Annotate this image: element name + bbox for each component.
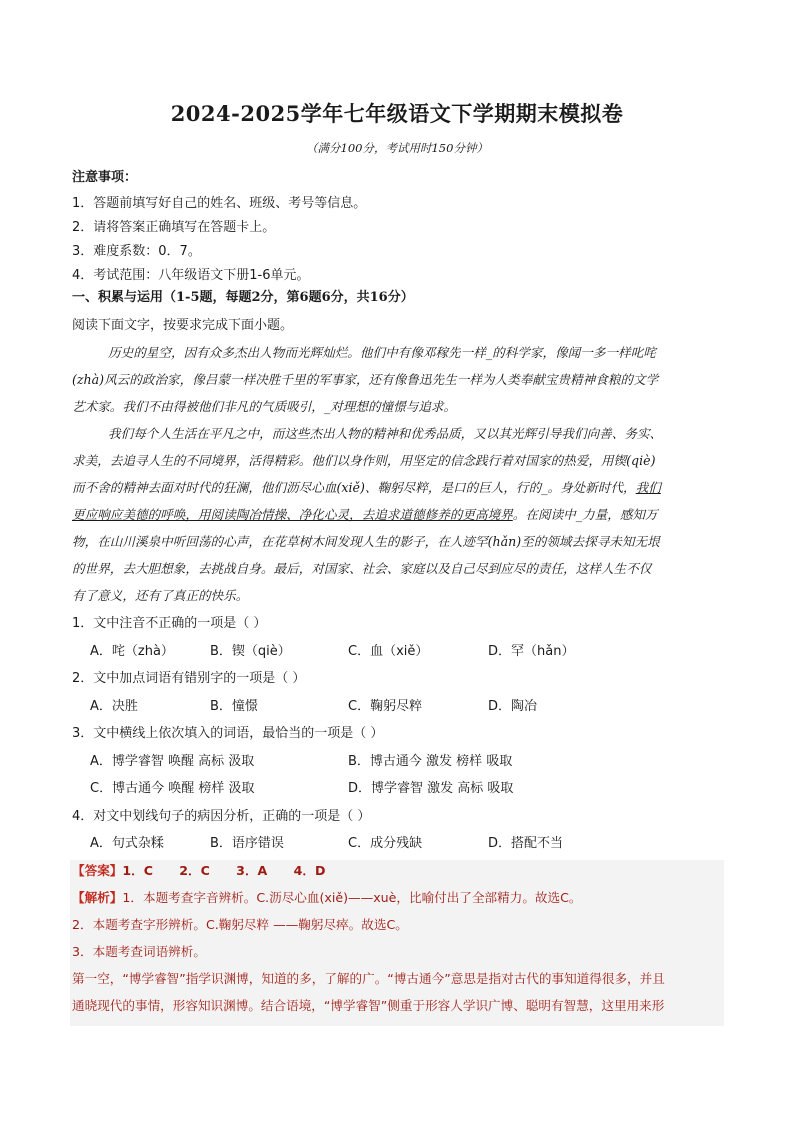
option-d: D．博学睿智 激发 高标 吸取 <box>348 781 514 796</box>
option-b: B．博古通今 激发 榜样 吸取 <box>348 754 513 769</box>
analysis-text: 1．本题考查字音辨析。C.沥尽心血(xiě)——xuè，比喻付出了全部精力。故选C。 <box>122 890 582 905</box>
question-stem: 4．对文中划线句子的病因分析，正确的一项是（ ） <box>72 809 371 824</box>
option-c: C．血（xiě） <box>348 644 429 659</box>
analysis-line: 通晓现代的事情，形容知识渊博。结合语境，“博学睿智”侧重于形容人学识广博、聪明有智慧，这里用来形 <box>72 998 665 1013</box>
analysis-line <box>72 889 582 907</box>
section-instruction: 阅读下面文字，按要求完成下面小题。 <box>72 318 294 333</box>
question-stem: 2．文中加点词语有错别字的一项是（ ） <box>72 671 306 686</box>
section-heading: 一、积累与运用（1-5题，每题2分，第6题6分，共16分） <box>72 290 414 305</box>
passage-line: 我们每个人生活在平凡之中，而这些杰出人物的精神和优秀品质，又以其光辉引导我们向善、务实、 <box>108 426 663 441</box>
passage-line <box>72 479 661 497</box>
notes-heading: 注意事项： <box>72 170 138 185</box>
option-a: A．博学睿智 唤醒 高标 汲取 <box>90 754 255 769</box>
option-d: D．罕（hǎn） <box>488 644 575 659</box>
exam-subtitle: （满分100分，考试用时150分钟） <box>306 141 488 155</box>
passage-line <box>72 506 658 524</box>
exam-title: 2024-2025学年七年级语文下学期期末模拟卷 <box>170 101 624 126</box>
passage-line: 物，在山川溪泉中听回荡的心声，在花草树木间发现人生的影子，在人迹罕(hǎn)至的领域去探寻未知无垠 <box>72 534 660 549</box>
passage-line: 求美，去追寻人生的不同境界，活得精彩。他们以身作则，用坚定的信念践行着对国家的热爱，用锲(qiè) <box>72 453 656 468</box>
option-b: B．语序错误 <box>210 836 284 851</box>
analysis-line: 第一空，“博学睿智”指学识渊博，知道的多，了解的广。“博古通今”意思是指对古代的事知道得很多，并且 <box>72 971 665 986</box>
passage-line: 有了意义，还有了真正的快乐。 <box>72 588 249 603</box>
note-item: 3．难度系数：0．7。 <box>72 244 201 259</box>
note-item: 4．考试范围：八年级语文下册1-6单元。 <box>72 268 310 283</box>
passage-line: (zhà)风云的政治家，像吕蒙一样决胜千里的军事家，还有像鲁迅先生一样为人类奉献宝贵精神食粮的文学 <box>72 372 659 387</box>
option-c: C．鞠躬尽粹 <box>348 699 423 714</box>
option-a: A．决胜 <box>90 699 138 714</box>
note-item: 2．请将答案正确填写在答题卡上。 <box>72 220 276 235</box>
option-a: A．句式杂糅 <box>90 836 164 851</box>
option-c: C．成分残缺 <box>348 836 423 851</box>
answer-line <box>72 862 325 880</box>
passage-line: 艺术家。我们不由得被他们非凡的气质吸引，_对理想的憧憬与追求。 <box>72 399 457 414</box>
underlined-sentence: 我们 <box>635 480 661 495</box>
option-d: D．搭配不当 <box>488 836 564 851</box>
analysis-line: 3．本题考查词语辨析。 <box>72 944 206 959</box>
question-stem: 3．文中横线上依次填入的词语，最恰当的一项是（ ） <box>72 726 384 741</box>
analysis-line: 2．本题考查字形辨析。C.鞠躬尽粹 ——鞠躬尽瘁。故选C。 <box>72 917 408 932</box>
option-a: A．咤（zhà） <box>90 644 174 659</box>
analysis-label: 【解析】 <box>72 890 123 905</box>
underlined-sentence: 更应响应美德的呼唤，用阅读陶冶情操、净化心灵，去追求道德修养的更高境界 <box>72 507 513 522</box>
passage-text: 而不舍的精神去面对时代的狂澜，他们沥尽心血(xiě)、鞠躬尽粹，是口的巨人，行的_。身处新时代， <box>72 480 636 495</box>
option-d: D．陶冶 <box>488 699 538 714</box>
passage-line: 历史的星空，因有众多杰出人物而光辉灿烂。他们中有像邓稼先一样_的科学家，像闻一多一样叱咤 <box>108 345 656 360</box>
option-b: B．锲（qiè） <box>210 644 291 659</box>
question-stem: 1．文中注音不正确的一项是（ ） <box>72 616 267 631</box>
answer-text: 1．C 2．C 3．A 4．D <box>122 863 326 878</box>
passage-text: 。在阅读中_力量，感知万 <box>512 507 658 522</box>
passage-line: 的世界，去大胆想象，去挑战自身。最后，对国家、社会、家庭以及自己尽到应尽的责任，这样人生不仅 <box>72 561 652 576</box>
answer-label: 【答案】 <box>72 863 123 878</box>
option-b: B．憧憬 <box>210 699 258 714</box>
option-c: C．博古通今 唤醒 榜样 汲取 <box>90 781 255 796</box>
note-item: 1．答题前填写好自己的姓名、班级、考号等信息。 <box>72 196 367 211</box>
